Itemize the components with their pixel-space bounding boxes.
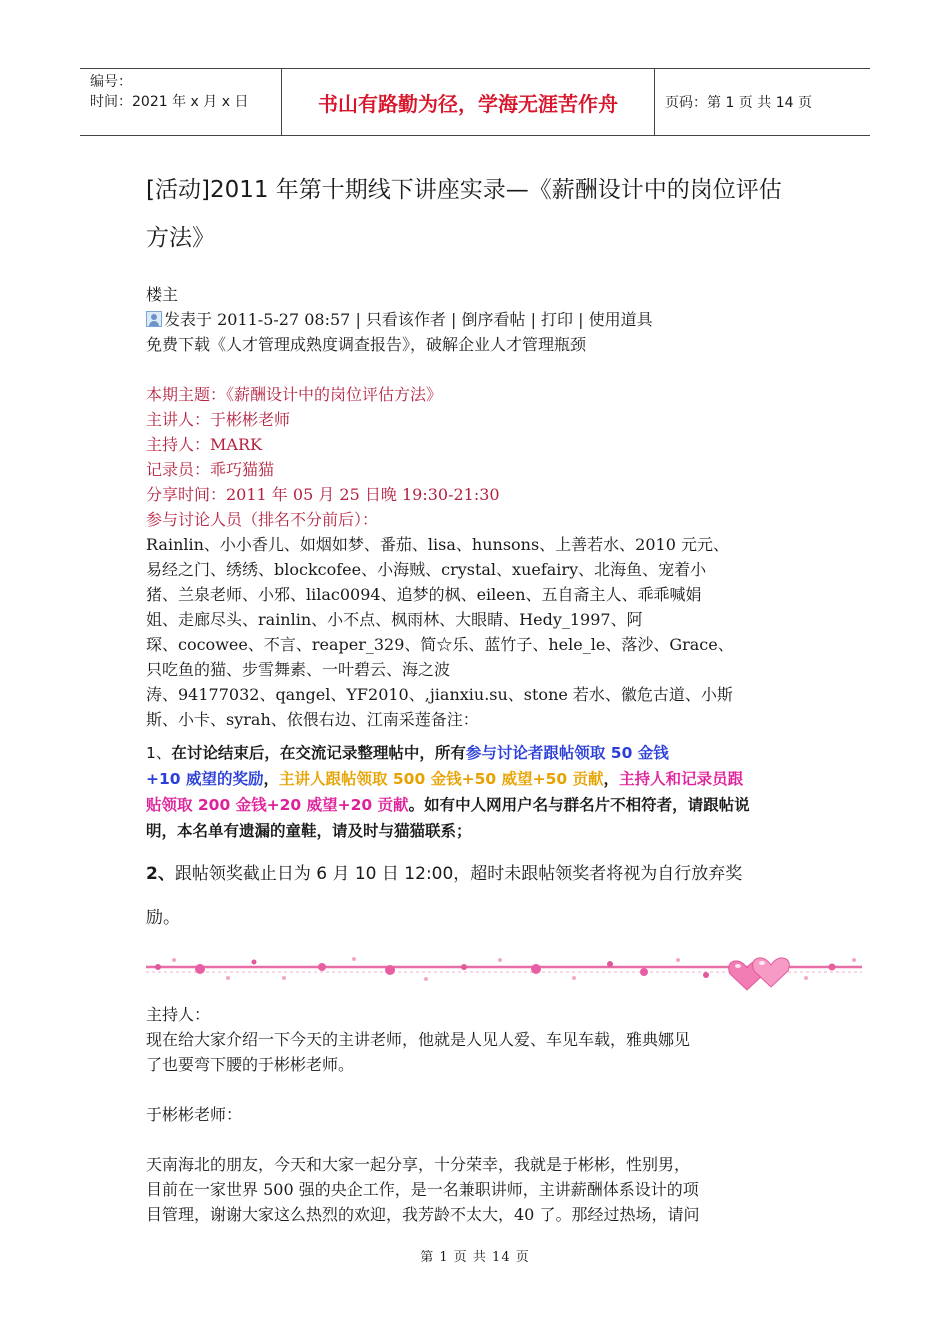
heart-icon — [729, 958, 790, 990]
note-1-intro: 在讨论结束后，在交流记录整理帖中，所有 — [171, 744, 466, 762]
note-1-host-reward: 主持人和记录员跟 — [619, 770, 744, 788]
participants-line: 猪、兰泉老师、小邪、lilac0094、追梦的枫、eileen、五自斋主人、乖乖喊娟 — [146, 585, 702, 604]
participants-line: 易经之门、绣绣、blockcofee、小海贼、crystal、xuefairy、北海鱼、宠着小 — [146, 560, 707, 579]
topic-line: 本期主题：《薪酬设计中的岗位评估方法》 — [146, 385, 443, 404]
speaker-text: 目前在一家世界 500 强的央企工作，是一名兼职讲师，主讲薪酬体系设计的项 — [146, 1180, 699, 1199]
post-meta[interactable]: 发表于 2011-5-27 08:57 | 只看该作者 | 倒序看帖 | 打印 | 使用道具 — [164, 310, 653, 329]
note-2-text-cont: 励。 — [146, 908, 180, 928]
speaker-text: 天南海北的朋友，今天和大家一起分享，十分荣幸，我就是于彬彬，性别男， — [146, 1155, 691, 1174]
participants-line: 琛、cocowee、不言、reaper_329、简☆乐、蓝竹子、hele_le、落沙、Grace、 — [146, 635, 734, 654]
speaker-text: 目管理，谢谢大家这么热烈的欢迎，我芳龄不太大，40 了。那经过热场，请问 — [146, 1205, 700, 1224]
participants-line: Rainlin、小小香儿、如烟如梦、番茄、lisa、hunsons、上善若水、2010 元元、 — [146, 535, 729, 554]
heart-divider-image — [144, 948, 864, 994]
host-text: 了也要弯下腰的于彬彬老师。 — [146, 1055, 355, 1074]
participants-line: 只吃鱼的猫、步雪舞素、一叶碧云、海之波 — [146, 660, 451, 679]
note-1-participant-reward: 参与讨论者跟帖领取 50 金钱 — [465, 744, 669, 762]
note-2-text: 跟帖领奖截止日为 6 月 10 日 12:00，超时未跟帖领奖者将视为自行放弃奖 — [174, 864, 743, 884]
page-footer: 第 1 页 共 14 页 — [420, 1250, 530, 1265]
header-meta — [80, 69, 282, 135]
floor-label: 楼主 — [146, 285, 179, 304]
header-motto: 书山有路勤为径，学海无涯苦作舟 — [282, 69, 655, 135]
note-1-index: 1、 — [146, 744, 172, 762]
host-label: 主持人： — [146, 1005, 211, 1024]
note-1 — [146, 740, 826, 844]
host-line: 主持人：MARK — [146, 435, 262, 454]
participants-line: 姐、走廊尽头、rainlin、小不点、枫雨林、大眼睛、Hedy_1997、阿 — [146, 610, 643, 629]
speaker-label: 于彬彬老师： — [146, 1105, 243, 1124]
note-1-participant-reward-cont: +10 威望的奖励 — [146, 770, 264, 788]
note-2-index: 2、 — [146, 864, 175, 884]
document-title — [146, 166, 826, 262]
reward-notes — [146, 740, 826, 940]
note-1-sep: ， — [263, 770, 279, 788]
ad-link[interactable]: 免费下载《人才管理成熟度调查报告》，破解企业人才管理瓶颈 — [146, 335, 587, 354]
note-1-speaker-reward: 主讲人跟帖领取 500 金钱+50 威望+50 贡献 — [278, 770, 604, 788]
user-avatar-icon[interactable] — [146, 311, 162, 327]
speaker-line: 主讲人：于彬彬老师 — [146, 410, 291, 429]
host-text: 现在给大家介绍一下今天的主讲老师，他就是人见人爱、车见车载，雅典娜见 — [146, 1030, 691, 1049]
post-meta-row — [146, 307, 826, 332]
number-label: 编号： — [90, 74, 132, 90]
note-2 — [146, 852, 826, 940]
note-1-sep-2: ， — [603, 770, 620, 788]
participants-line: 斯、小卡、syrah、依偎右边、江南采莲备注： — [146, 710, 479, 729]
dialogue — [146, 1002, 826, 1227]
title-line-2: 方法》 — [146, 225, 215, 251]
participants-list — [146, 532, 826, 732]
time-label: 时间：2021 年 x 月 x 日 — [90, 94, 249, 110]
participants-label: 参与讨论人员（排名不分前后）： — [146, 510, 379, 529]
title-line-1: [活动]2011 年第十期线下讲座实录—《薪酬设计中的岗位评估 — [146, 177, 782, 203]
participants-line: 涛、94177032、qangel、YF2010、,jianxiu.su、stone 若水、徽危古道、小斯 — [146, 685, 733, 704]
note-1-remark-cont: 明，本名单有遗漏的童鞋，请及时与猫猫联系； — [146, 822, 472, 840]
note-1-host-reward-cont: 贴领取 200 金钱+20 威望+20 贡献 — [146, 796, 409, 814]
page-header — [80, 68, 870, 136]
post-body — [146, 282, 826, 732]
recorder-line: 记录员：乖巧猫猫 — [146, 460, 275, 479]
note-1-remark: 。如有中人网用户名与群名片不相符者，请跟帖说 — [408, 796, 750, 814]
share-time-line: 分享时间：2011 年 05 月 25 日晚 19:30-21:30 — [146, 485, 500, 504]
header-page-label: 页码：第 1 页 共 14 页 — [665, 95, 812, 111]
